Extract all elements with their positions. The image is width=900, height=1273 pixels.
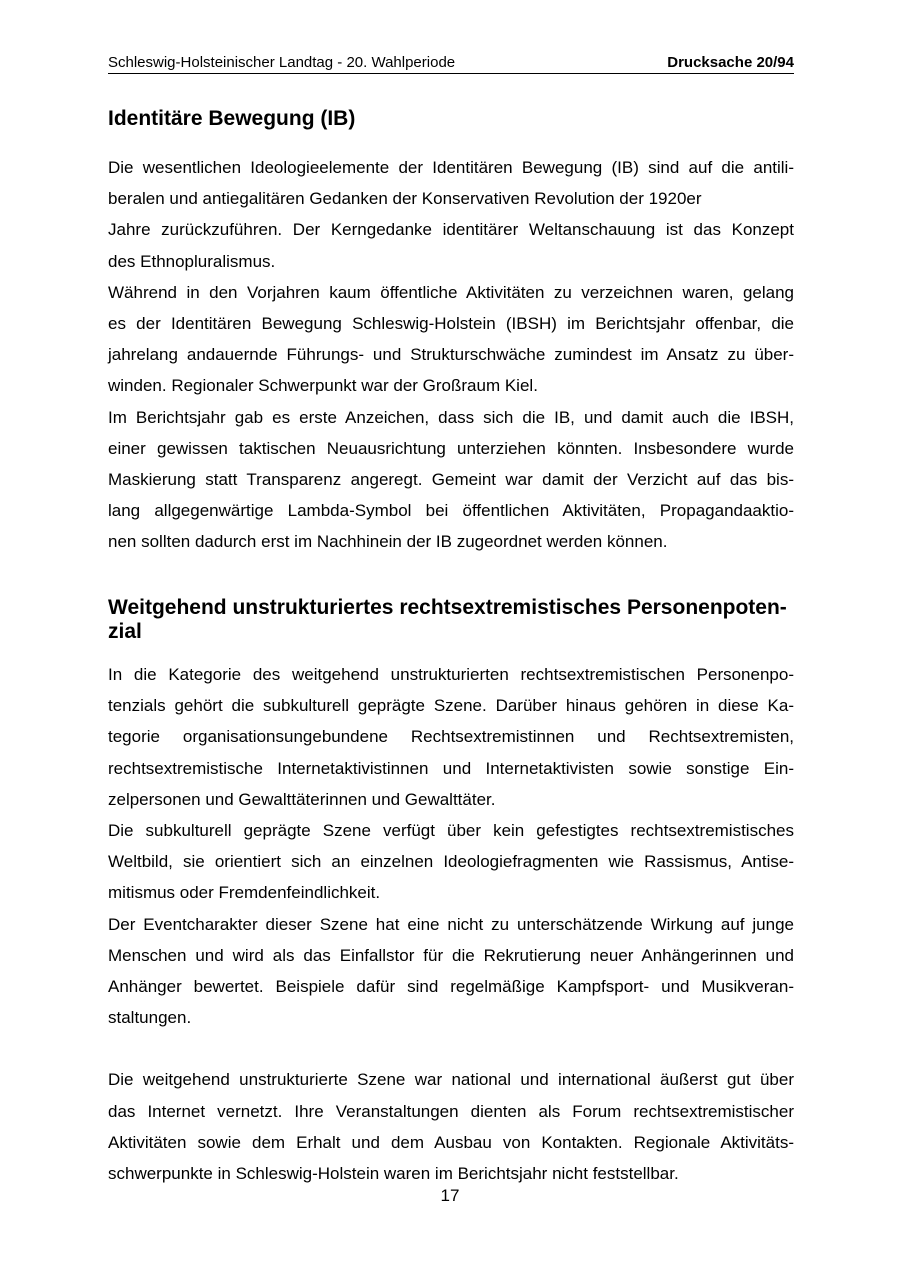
section-body [108,152,794,558]
page-header [108,54,794,74]
text-line: tenzials gehört die subkulturell geprägte Szene. Darüber hinaus gehören in diese Ka- [108,696,794,716]
text-line: Die weitgehend unstrukturierte Szene war national und international äußerst gut über [108,1070,794,1090]
text-line: In die Kategorie des weitgehend unstrukturierten rechtsextremistischen Personenpo- [108,665,794,684]
section-identitaere-bewegung [108,107,794,558]
section-heading [108,596,794,644]
text-line: tegorie organisationsungebundene Rechtsextremistinnen und Rechtsextremisten, [108,727,794,747]
page-number: 17 [440,1186,460,1205]
text-line: einer gewissen taktischen Neuausrichtung unterziehen könnten. Insbesondere wurde [108,438,794,458]
text-line: staltungen. [108,1008,192,1028]
text-line: winden. Regionaler Schwerpunkt war der Großraum Kiel. [108,376,538,396]
text-line: lang allgegenwärtige Lambda-Symbol bei öffentlichen Aktivitäten, Propagandaaktio- [108,501,794,521]
text-line: es der Identitären Bewegung Schleswig-Holstein (IBSH) im Berichtsjahr offenbar, die [108,314,794,334]
text-line: das Internet vernetzt. Ihre Veranstaltungen dienten als Forum rechtsextremistischer [108,1101,794,1121]
section-body-paragraph [108,1064,794,1189]
text-line: Während in den Vorjahren kaum öffentliche Aktivitäten zu verzeichnen waren, gelang [108,282,794,302]
text-line: Die subkulturell geprägte Szene verfügt über kein gefestigtes rechtsextremistisches [108,821,794,841]
text-line: Maskierung statt Transparenz angeregt. Gemeint war damit der Verzicht auf das bis- [108,470,794,490]
text-line: rechtsextremistische Internetaktivistinnen und Internetaktivisten sowie sonstige Ein- [108,758,794,778]
section-heading: Identitäre Bewegung (IB) [108,107,356,130]
text-line: zelpersonen und Gewalttäterinnen und Gewalttäter. [108,789,496,809]
text-line: schwerpunkte in Schleswig-Holstein waren im Berichtsjahr nicht feststellbar. [108,1164,679,1184]
text-line: Menschen und wird als das Einfallstor für die Rekrutierung neuer Anhängerinnen und [108,945,794,965]
heading-line: zial [108,620,142,643]
text-line: mitismus oder Fremdenfeindlichkeit. [108,883,381,903]
text-line: Jahre zurückzuführen. Der Kerngedanke identitärer Weltanschauung ist das Konzept [108,220,794,240]
text-line: Im Berichtsjahr gab es erste Anzeichen, dass sich die IB, und damit auch die IBSH, [108,407,794,427]
text-line: jahrelang andauernde Führungs- und Strukturschwäche zumindest im Ansatz zu über- [108,345,794,365]
text-line: Die wesentlichen Ideologieelemente der Identitären Bewegung (IB) sind auf die antili- [108,158,794,177]
heading-line: Weitgehend unstrukturiertes rechtsextremistisches Personenpoten- [108,596,787,619]
text-line: Anhänger bewertet. Beispiele dafür sind regelmäßige Kampfsport- und Musikveran- [108,977,794,997]
text-line: nen sollten dadurch erst im Nachhinein der IB zugeordnet werden können. [108,532,668,552]
header-title: Schleswig-Holsteinischer Landtag - 20. Wahlperiode [108,54,456,71]
section-body [108,659,794,1033]
text-line: Aktivitäten sowie dem Erhalt und dem Ausbau von Kontakten. Regionale Aktivitäts- [108,1132,794,1152]
text-line: Der Eventcharakter dieser Szene hat eine nicht zu unterschätzende Wirkung auf junge [108,914,794,934]
text-line: des Ethnopluralismus. [108,251,276,271]
document-number: Drucksache 20/94 [667,54,794,71]
text-line: Weltbild, sie orientiert sich an einzelnen Ideologiefragmenten wie Rassismus, Antise- [108,852,794,872]
text-line: beralen und antiegalitären Gedanken der Konservativen Revolution der 1920er [108,189,702,209]
section-personenpotenzial [108,596,794,1189]
